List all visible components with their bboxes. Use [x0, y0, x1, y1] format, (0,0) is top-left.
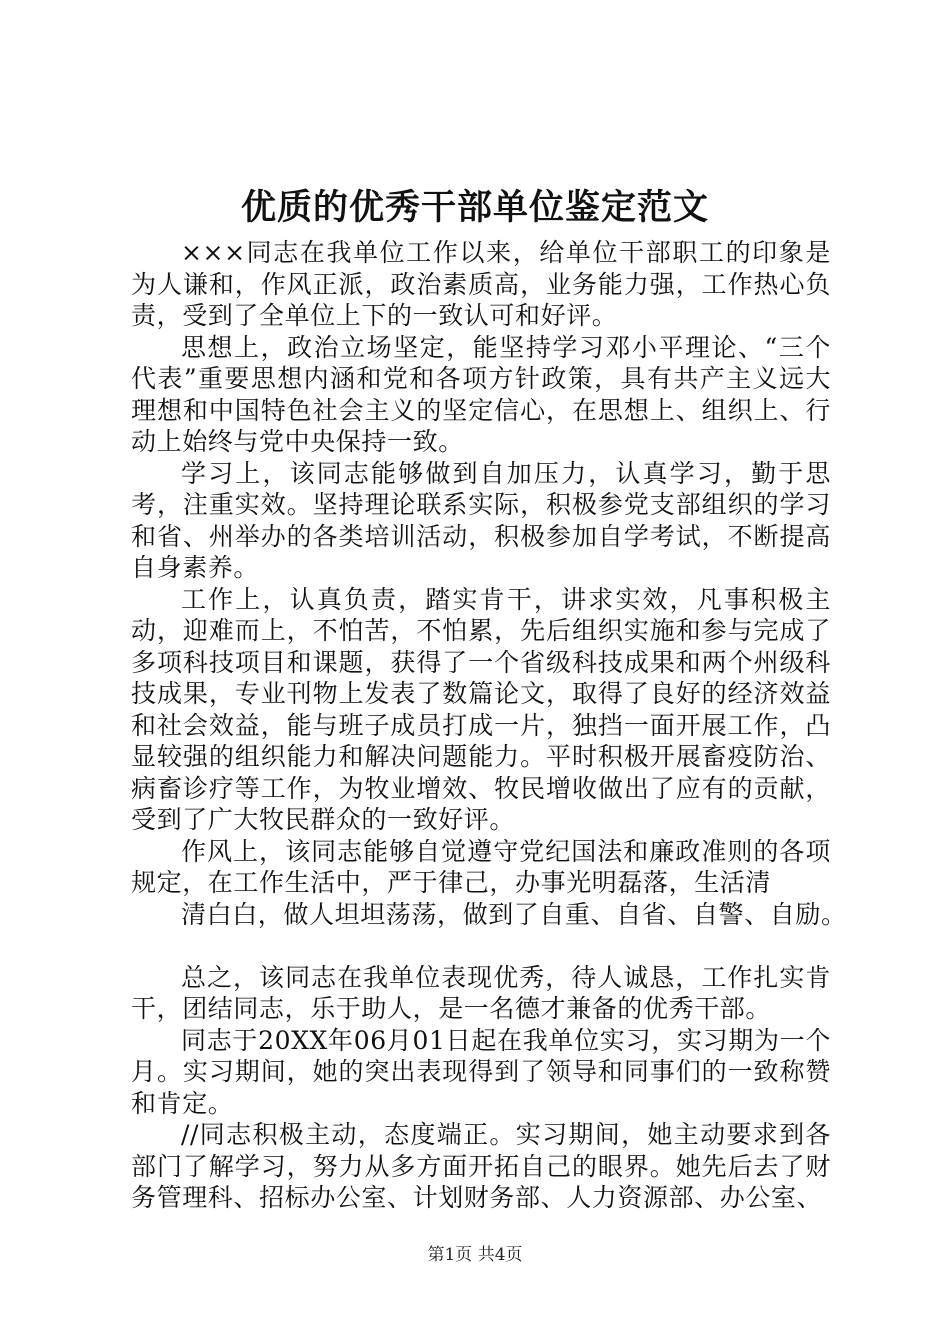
paragraph-intro: ×××同志在我单位工作以来，给单位干部职工的印象是为人谦和，作风正派，政治素质高，业务能力强，工作热心负责，受到了全单位上下的一致认可和好评。	[131, 238, 831, 330]
paragraph-conduct-continued: 清白白，做人坦坦荡荡，做到了自重、自省、自警、自励。	[181, 899, 847, 929]
page-footer: 第1页 共4页	[427, 1245, 523, 1265]
paragraph-internship: 同志于20XX年06月01日起在我单位实习，实习期为一个月。实习期间，她的突出表现得到了领导和同事们的一致称赞和肯定。	[131, 1025, 831, 1118]
paragraph-internship-detail: //同志积极主动，态度端正。实习期间，她主动要求到各部门了解学习，努力从多方面开拓自己的眼界。她先后去了财务管理科、招标办公室、计划财务部、人力资源部、办公室、	[131, 1120, 831, 1212]
paragraph-summary: 总之，该同志在我单位表现优秀，待人诚恳，工作扎实肯干，团结同志，乐于助人，是一名德才兼备的优秀干部。	[131, 962, 831, 1023]
paragraph-work: 工作上，认真负责，踏实肯干，讲求实效，凡事积极主动，迎难而上，不怕苦，不怕累，先后组织实施和参与完成了多项科技项目和课题，获得了一个省级科技成果和两个州级科技成果，专业刊物上发表了数篇论文，取得了良好的经济效益和社会效益，能与班子成员打成一片，独挡一面开展工作，凸显较强的组织能力和解决问题能力。平时积极开展畜疫防治、病畜诊疗等工作，为牧业增效、牧民增收做出了应有的贡献，受到了广大牧民群众的一致好评。	[131, 584, 831, 834]
paragraph-conduct: 作风上，该同志能够自觉遵守党纪国法和廉政准则的各项规定，在工作生活中，严于律己，办事光明磊落，生活清	[131, 836, 831, 897]
document-body	[131, 237, 847, 1214]
document-title: 优质的优秀干部单位鉴定范文	[240, 187, 709, 228]
blank-line	[131, 930, 831, 962]
paragraph-ideology: 思想上，政治立场坚定，能坚持学习邓小平理论、“三个代表”重要思想内涵和党和各项方针政策，具有共产主义远大理想和中国特色社会主义的坚定信心，在思想上、组织上、行动上始终与党中央保持一致。	[131, 332, 831, 456]
paragraph-study: 学习上，该同志能够做到自加压力，认真学习，勤于思考，注重实效。坚持理论联系实际，积极参党支部组织的学习和省、州举办的各类培训活动，积极参加自学考试，不断提高自身素养。	[131, 458, 831, 582]
